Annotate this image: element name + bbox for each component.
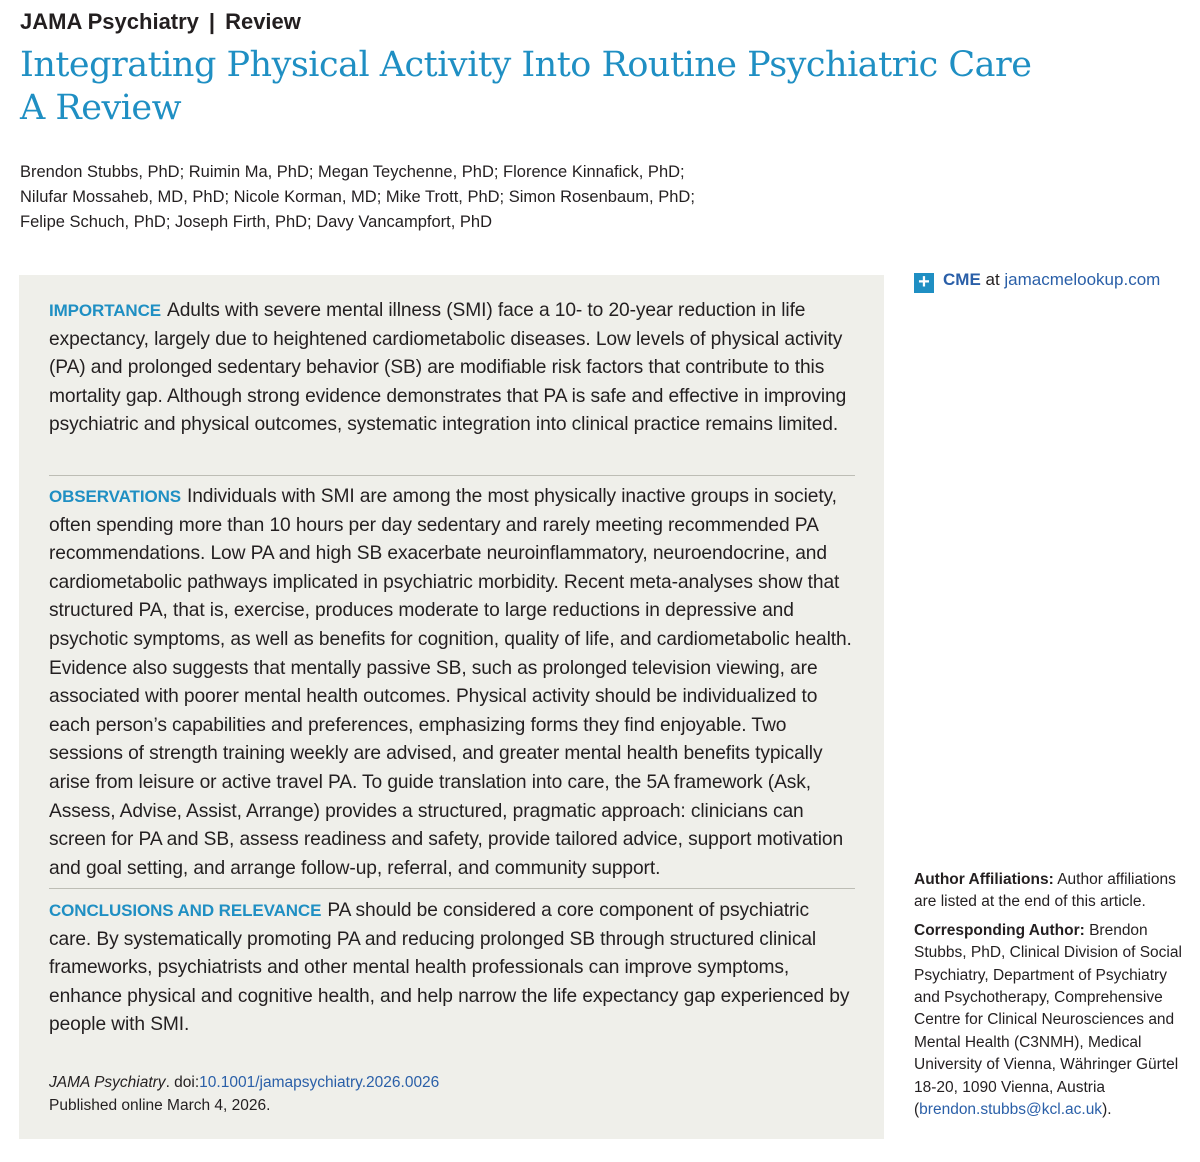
corresponding-close: ). (1102, 1101, 1112, 1119)
corresponding-author (914, 920, 1186, 1122)
citation-journal: JAMA Psychiatry (49, 1074, 166, 1091)
doi-link[interactable]: 10.1001/jamapsychiatry.2026.0026 (199, 1074, 440, 1091)
section-divider (49, 475, 855, 476)
section-divider (49, 888, 855, 889)
observations-text: Individuals with SMI are among the most physically inactive groups in society, often spending more than 10 hours per day sedentary and rarely meeting recommended PA recommendations. Low PA and high SB exacerbate neuroinflammatory, neuroendocrine, and cardiometabolic pathways implicated in psychiatric morbidity. Recent meta-analyses show that structured PA, that is, exercise, produces moderate to large reductions in depressive and psychotic symptoms, as well as benefits for cognition, quality of life, and cardiometabolic health. Evidence also suggests that mentally passive SB, such as prolonged television viewing, are associated with poorer mental health outcomes. Physical activity should be individualized to each person’s capabilities and preferences, emphasizing forms they find enjoyable. Two sessions of strength training weekly are advised, and greater mental health benefits typically arise from leisure or active travel PA. To guide translation into care, the 5A framework (Ask, Assess, Advise, Assist, Arrange) provides a structured, pragmatic approach: clinicians can screen for PA and SB, assess readiness and safety, provide tailored advice, support motivation and goal setting, and arrange follow-up, referral, and community support. (49, 486, 852, 879)
affiliations-text: Author affiliations are listed at the end of this article. (914, 871, 1176, 911)
author-line-1: Brendon Stubbs, PhD; Ruimin Ma, PhD; Megan Teychenne, PhD; Florence Kinnafick, PhD; (20, 163, 685, 181)
article-title: Integrating Physical Activity Into Routine Psychiatric Care (20, 45, 1032, 85)
cme-at: at (980, 270, 1005, 289)
corresponding-text: Brendon Stubbs, PhD, Clinical Division of Social Psychiatry, Department of Psychiatry and Psychotherapy, Comprehensive Centre for Clinical Neurosciences and Mental Health (C3NMH), Medical University of Vienna, Währinger Gürtel 18-20, 1090 Vienna, Austria ( (914, 921, 1182, 1119)
affiliations-label: Author Affiliations: (914, 871, 1054, 888)
abstract-importance (49, 297, 855, 440)
article-title-block (20, 44, 1031, 130)
cme-notice (914, 270, 1160, 293)
cme-label: CME (943, 270, 981, 289)
published-date: Published online March 4, 2026. (49, 1097, 271, 1114)
citation (49, 1071, 849, 1117)
importance-label: IMPORTANCE (49, 301, 162, 320)
article-type: Review (225, 9, 301, 34)
cme-link[interactable]: jamacmelookup.com (1004, 270, 1161, 289)
conclusions-label: CONCLUSIONS AND RELEVANCE (49, 901, 322, 920)
author-line-2: Nilufar Mossaheb, MD, PhD; Nicole Korman, MD; Mike Trott, PhD; Simon Rosenbaum, PhD; (20, 188, 695, 206)
abstract-conclusions (49, 897, 855, 1040)
header-separator: | (208, 9, 216, 34)
article-subtitle: A Review (20, 88, 182, 128)
email-link[interactable]: brendon.stubbs@kcl.ac.uk (919, 1101, 1103, 1119)
author-line-3: Felipe Schuch, PhD; Joseph Firth, PhD; Davy Vancampfort, PhD (20, 213, 492, 231)
abstract-box (19, 275, 884, 1139)
journal-header (20, 9, 301, 35)
author-affiliations (914, 869, 1186, 914)
observations-label: OBSERVATIONS (49, 487, 181, 506)
journal-name: JAMA Psychiatry (20, 9, 199, 34)
corresponding-label: Corresponding Author: (914, 921, 1085, 939)
abstract-observations (49, 483, 855, 883)
plus-icon[interactable]: + (914, 273, 934, 293)
conclusions-text: PA should be considered a core component of psychiatric care. By systematically promoting PA and reducing prolonged SB through structured clinical frameworks, psychiatrists and other mental health professionals can improve symptoms, enhance physical and cognitive health, and help narrow the life expectancy gap experienced by people with SMI. (49, 900, 850, 1036)
importance-text: Adults with severe mental illness (SMI) face a 10- to 20-year reduction in life expectancy, largely due to heightened cardiometabolic diseases. Low levels of physical activity (PA) and prolonged sedentary behavior (SB) are modifiable risk factors that contribute to this mortality gap. Although strong evidence demonstrates that PA is safe and effective in improving psychiatric and physical outcomes, systematic integration into clinical practice remains limited. (49, 300, 847, 436)
citation-doi-prefix: . doi: (165, 1074, 200, 1091)
citation-line (49, 1071, 849, 1094)
author-list (20, 160, 780, 235)
sidebar-notes (914, 869, 1186, 1127)
